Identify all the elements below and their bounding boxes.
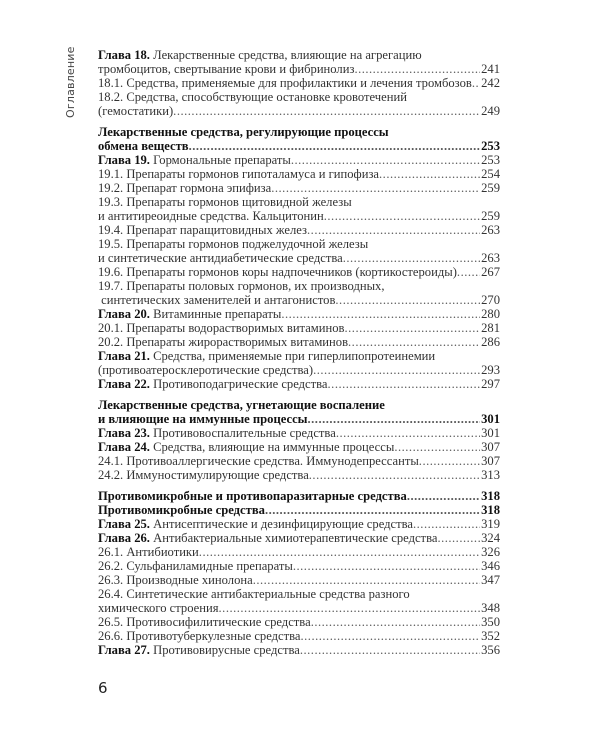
chapter-label: Глава 20. [98, 307, 150, 321]
toc-entry-text: 19.5. Препараты гормонов поджелудочной железы [98, 237, 369, 251]
toc-page-number: 297 [481, 377, 500, 391]
toc-page-number: 356 [481, 643, 500, 657]
toc-entry-text: Лекарственные средства, угнетающие воспаление [98, 398, 385, 412]
toc-entry-title [98, 265, 457, 279]
toc-entry-title [98, 440, 394, 454]
table-of-contents [98, 48, 500, 657]
toc-page-number: 263 [481, 223, 500, 237]
toc-entry-title [98, 48, 422, 62]
toc-page-number: 263 [481, 251, 500, 265]
leader-dots [173, 104, 480, 118]
toc-line [98, 489, 500, 503]
toc-entry-title [98, 601, 219, 615]
toc-page-number: 249 [481, 104, 500, 118]
toc-page-number: 313 [481, 468, 500, 482]
toc-entry-text: Гормональные препараты [153, 153, 291, 167]
toc-entry-text: 20.1. Препараты водорастворимых витаминов [98, 321, 345, 335]
toc-entry-title [98, 251, 343, 265]
toc-entry-sub[interactable] [98, 181, 500, 195]
leader-dots [293, 559, 480, 573]
toc-entry-title [98, 643, 300, 657]
toc-entry-sub[interactable] [98, 265, 500, 279]
leader-dots [335, 293, 480, 307]
toc-entry-sub[interactable] [98, 237, 500, 265]
toc-page-number: 253 [481, 139, 500, 153]
toc-entry-sub[interactable] [98, 587, 500, 615]
toc-entry-title [98, 237, 368, 251]
toc-entry-heading[interactable] [98, 125, 500, 153]
toc-page-number: 319 [481, 517, 500, 531]
toc-entry-title [98, 307, 281, 321]
toc-page-number: 318 [481, 503, 500, 517]
toc-entry-chapter[interactable] [98, 426, 500, 440]
toc-entry-title [98, 545, 199, 559]
leader-dots [379, 167, 480, 181]
toc-line [98, 398, 500, 412]
chapter-label: Глава 27. [98, 643, 150, 657]
toc-line [98, 454, 500, 468]
toc-entry-sub[interactable] [98, 90, 500, 118]
chapter-label: Глава 18. [98, 48, 150, 62]
toc-line [98, 531, 500, 545]
toc-entry-text: Витаминные препараты [153, 307, 282, 321]
toc-entry-sub[interactable] [98, 454, 500, 468]
toc-entry-title [98, 349, 435, 363]
leader-dots [291, 153, 480, 167]
toc-entry-text: 24.1. Противоаллергические средства. Иммунодепрессанты [98, 454, 419, 468]
toc-page-number: 307 [481, 454, 500, 468]
toc-entry-chapter[interactable] [98, 643, 500, 657]
leader-dots [472, 76, 480, 90]
toc-page-number: 259 [481, 181, 500, 195]
toc-line [98, 573, 500, 587]
toc-entry-text: 26.5. Противосифилитические средства [98, 615, 311, 629]
toc-entry-title [98, 293, 335, 307]
toc-line [98, 503, 500, 517]
leader-dots [413, 517, 480, 531]
toc-entry-sub[interactable] [98, 76, 500, 90]
toc-entry-text: 20.2. Препараты жирорастворимых витаминов [98, 335, 349, 349]
toc-entry-title [98, 125, 389, 139]
toc-entry-text: 19.2. Препарат гормона эпифиза [98, 181, 272, 195]
toc-entry-title [98, 398, 385, 412]
toc-page-number: 301 [481, 412, 500, 426]
toc-line [98, 125, 500, 139]
toc-entry-title [98, 412, 308, 426]
leader-dots [457, 265, 480, 279]
toc-entry-text: Средства, влияющие на иммунные процессы [153, 440, 395, 454]
toc-line [98, 545, 500, 559]
toc-page-number: 318 [481, 489, 500, 503]
toc-line [98, 293, 500, 307]
toc-page-number: 280 [481, 307, 500, 321]
chapter-label: Глава 26. [98, 531, 150, 545]
toc-line [98, 377, 500, 391]
toc-line [98, 167, 500, 181]
leader-dots [336, 426, 480, 440]
toc-line [98, 349, 500, 363]
toc-entry-text: 19.4. Препарат паращитовидных желез [98, 223, 308, 237]
toc-entry-title [98, 279, 385, 293]
toc-page-number: 259 [481, 209, 500, 223]
toc-entry-title [98, 517, 413, 531]
toc-entry-chapter[interactable] [98, 307, 500, 321]
leader-dots [354, 62, 480, 76]
toc-entry-chapter[interactable] [98, 48, 500, 76]
toc-entry-title [98, 104, 173, 118]
toc-entry-heading[interactable] [98, 398, 500, 426]
toc-entry-heading[interactable] [98, 503, 500, 517]
leader-dots [199, 545, 480, 559]
toc-line [98, 195, 500, 209]
toc-entry-text: и антитиреоидные средства. Кальцитонин [98, 209, 324, 223]
toc-line [98, 559, 500, 573]
toc-entry-title [98, 223, 307, 237]
toc-page-number: 352 [481, 629, 500, 643]
toc-entry-chapter[interactable] [98, 349, 500, 377]
toc-entry-text: Антибактериальные химиотерапевтические средства [153, 531, 438, 545]
leader-dots [308, 412, 481, 426]
toc-line [98, 237, 500, 251]
toc-entry-sub[interactable] [98, 335, 500, 349]
leader-dots [301, 629, 481, 643]
leader-dots [343, 251, 480, 265]
chapter-label: Глава 24. [98, 440, 150, 454]
toc-entry-title [98, 195, 352, 209]
toc-page-number: 241 [481, 62, 500, 76]
toc-entry-text: 26.4. Синтетические антибактериальные средства разного [98, 587, 410, 601]
toc-entry-title [98, 454, 419, 468]
leader-dots [407, 489, 480, 503]
toc-entry-sub[interactable] [98, 615, 500, 629]
toc-entry-text: 19.7. Препараты половых гормонов, их производных, [98, 279, 385, 293]
toc-page-number: 324 [481, 531, 500, 545]
chapter-label: Глава 23. [98, 426, 150, 440]
leader-dots [189, 139, 481, 153]
leader-dots [311, 615, 480, 629]
toc-entry-text: Противомикробные и противопаразитарные средства [98, 489, 407, 503]
toc-page-number: 301 [481, 426, 500, 440]
toc-page-number: 348 [481, 601, 500, 615]
toc-entry-text: обмена веществ [98, 139, 189, 153]
toc-entry-text: 19.1. Препараты гормонов гипоталамуса и гипофиза [98, 167, 380, 181]
leader-dots [253, 573, 480, 587]
leader-dots [328, 377, 481, 391]
toc-entry-sub[interactable] [98, 167, 500, 181]
toc-entry-text: Лекарственные средства, влияющие на агрегацию [153, 48, 422, 62]
toc-entry-sub[interactable] [98, 468, 500, 482]
toc-entry-text: (гемостатики) [98, 104, 174, 118]
toc-entry-sub[interactable] [98, 279, 500, 307]
toc-line [98, 223, 500, 237]
running-header-section-label: Оглавление [64, 46, 77, 118]
toc-page-number: 346 [481, 559, 500, 573]
toc-entry-heading[interactable] [98, 489, 500, 503]
toc-entry-text: и синтетические антидиабетические средства [98, 251, 343, 265]
toc-entry-chapter[interactable] [98, 531, 500, 545]
toc-line [98, 468, 500, 482]
toc-entry-title [98, 531, 437, 545]
toc-entry-text: Противовоспалительные средства [153, 426, 336, 440]
toc-line [98, 601, 500, 615]
toc-line [98, 615, 500, 629]
toc-entry-text: 26.2. Сульфаниламидные препараты [98, 559, 293, 573]
toc-entry-sub[interactable] [98, 573, 500, 587]
toc-page-number: 293 [481, 363, 500, 377]
toc-line [98, 48, 500, 62]
toc-page-number: 350 [481, 615, 500, 629]
toc-line [98, 643, 500, 657]
toc-entry-title [98, 76, 472, 90]
leader-dots [281, 307, 480, 321]
toc-entry-text: 26.6. Противотуберкулезные средства [98, 629, 301, 643]
toc-entry-text: (противоатеросклеротические средства) [98, 363, 314, 377]
toc-entry-title [98, 321, 345, 335]
toc-entry-text: Противоподагрические средства [153, 377, 328, 391]
leader-dots [345, 321, 481, 335]
leader-dots [348, 335, 480, 349]
toc-line [98, 363, 500, 377]
leader-dots [437, 531, 480, 545]
chapter-label: Глава 25. [98, 517, 150, 531]
leader-dots [309, 468, 480, 482]
toc-entry-title [98, 167, 379, 181]
toc-entry-title [98, 573, 253, 587]
toc-line [98, 209, 500, 223]
toc-entry-title [98, 335, 348, 349]
toc-entry-text: 26.1. Антибиотики [98, 545, 199, 559]
toc-line [98, 62, 500, 76]
toc-entry-title [98, 377, 328, 391]
toc-entry-text: химического строения [98, 601, 219, 615]
toc-entry-text: тромбоцитов, свертывание крови и фибринолиз [98, 62, 355, 76]
toc-entry-text: 24.2. Иммуностимулирующие средства [98, 468, 309, 482]
toc-entry-sub[interactable] [98, 559, 500, 573]
toc-page-number: 253 [481, 153, 500, 167]
toc-entry-title [98, 426, 336, 440]
toc-entry-title [98, 209, 324, 223]
toc-line [98, 139, 500, 153]
toc-entry-text: 18.2. Средства, способствующие остановке кровотечений [98, 90, 407, 104]
leader-dots [219, 601, 481, 615]
toc-line [98, 90, 500, 104]
toc-entry-chapter[interactable] [98, 440, 500, 454]
toc-page-number: 326 [481, 545, 500, 559]
toc-page-number: 307 [481, 440, 500, 454]
toc-line [98, 321, 500, 335]
toc-entry-chapter[interactable] [98, 153, 500, 167]
toc-entry-sub[interactable] [98, 545, 500, 559]
leader-dots [307, 223, 480, 237]
toc-entry-chapter[interactable] [98, 377, 500, 391]
leader-dots [271, 181, 480, 195]
toc-entry-text: Противомикробные средства [98, 503, 265, 517]
toc-entry-title [98, 62, 354, 76]
toc-line [98, 265, 500, 279]
toc-entry-title [98, 503, 265, 517]
toc-entry-sub[interactable] [98, 195, 500, 223]
toc-entry-title [98, 468, 309, 482]
toc-entry-text: 19.3. Препараты гормонов щитовидной железы [98, 195, 352, 209]
toc-line [98, 251, 500, 265]
chapter-label: Глава 21. [98, 349, 150, 363]
leader-dots [394, 440, 480, 454]
toc-entry-sub[interactable] [98, 629, 500, 643]
leader-dots [265, 503, 480, 517]
toc-page-number: 242 [481, 76, 500, 90]
toc-entry-text: Лекарственные средства, регулирующие процессы [98, 125, 389, 139]
toc-entry-title [98, 90, 407, 104]
toc-entry-title [98, 615, 311, 629]
toc-entry-text: 19.6. Препараты гормонов коры надпочечников (кортикостероиды) [98, 265, 457, 279]
toc-line [98, 335, 500, 349]
toc-entry-text: синтетических заменителей и антагонистов [98, 293, 336, 307]
toc-page-number: 286 [481, 335, 500, 349]
leader-dots [324, 209, 480, 223]
toc-entry-title [98, 181, 271, 195]
toc-line [98, 104, 500, 118]
toc-line [98, 279, 500, 293]
toc-entry-sub[interactable] [98, 223, 500, 237]
toc-entry-title [98, 363, 313, 377]
toc-page-number: 267 [481, 265, 500, 279]
leader-dots [300, 643, 480, 657]
toc-page-number: 270 [481, 293, 500, 307]
toc-entry-title [98, 139, 189, 153]
toc-entry-title [98, 489, 407, 503]
toc-entry-text: 26.3. Производные хинолона [98, 573, 253, 587]
toc-page-number: 281 [481, 321, 500, 335]
chapter-label: Глава 19. [98, 153, 150, 167]
toc-entry-text: Антисептические и дезинфицирующие средства [153, 517, 413, 531]
toc-entry-title [98, 629, 301, 643]
toc-line [98, 76, 500, 90]
toc-line [98, 181, 500, 195]
toc-line [98, 412, 500, 426]
toc-line [98, 587, 500, 601]
toc-page-number: 254 [481, 167, 500, 181]
toc-line [98, 153, 500, 167]
toc-entry-text: и влияющие на иммунные процессы [98, 412, 308, 426]
toc-line [98, 426, 500, 440]
leader-dots [313, 363, 480, 377]
toc-entry-chapter[interactable] [98, 517, 500, 531]
toc-line [98, 440, 500, 454]
page-number: 6 [98, 679, 108, 697]
toc-entry-title [98, 587, 410, 601]
toc-entry-text: Противовирусные средства [153, 643, 300, 657]
toc-entry-text: 18.1. Средства, применяемые для профилактики и лечения тромбозов [98, 76, 472, 90]
toc-entry-text: Средства, применяемые при гиперлипопротеинемии [153, 349, 436, 363]
leader-dots [419, 454, 480, 468]
chapter-label: Глава 22. [98, 377, 150, 391]
toc-line [98, 517, 500, 531]
toc-entry-title [98, 559, 293, 573]
toc-page-number: 347 [481, 573, 500, 587]
toc-entry-title [98, 153, 291, 167]
toc-line [98, 307, 500, 321]
toc-entry-sub[interactable] [98, 321, 500, 335]
toc-line [98, 629, 500, 643]
